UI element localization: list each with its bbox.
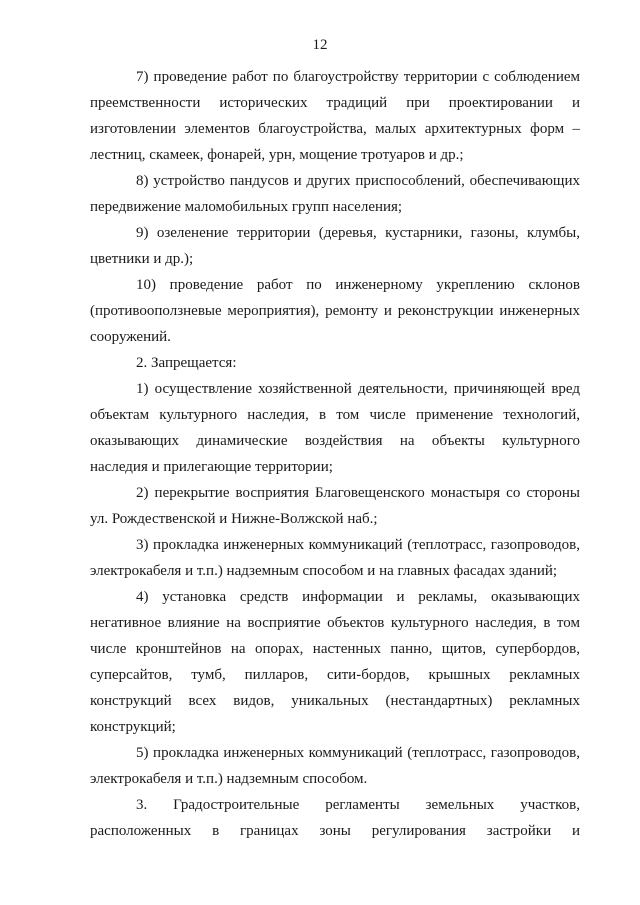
text-line: суперсайтов, тумб, пилларов, сити-бордов, крышных рекламных: [90, 667, 580, 683]
paragraph-prohibited-2: [90, 480, 580, 532]
section-3-paragraph: [90, 792, 580, 844]
text-line: (противооползневые мероприятия), ремонту и реконструкции инженерных: [90, 303, 580, 319]
paragraph-item-8: [90, 168, 580, 220]
text-line: 1) осуществление хозяйственной деятельности, причиняющей вред: [136, 381, 580, 397]
text-line: электрокабеля и т.п.) надземным способом.: [90, 771, 368, 787]
text-line: 3) прокладка инженерных коммуникаций (теплотрасс, газопроводов,: [136, 537, 580, 553]
paragraph-prohibited-3: [90, 532, 580, 584]
text-line: сооружений.: [90, 329, 171, 345]
text-line: конструкций;: [90, 719, 176, 735]
text-line: 9) озеленение территории (деревья, кустарники, газоны, клумбы,: [136, 225, 580, 241]
paragraph-item-9: [90, 220, 580, 272]
text-line: 3. Градостроительные регламенты земельных участков,: [136, 797, 580, 813]
paragraph-prohibited-5: [90, 740, 580, 792]
page-number: 12: [312, 37, 328, 53]
paragraph-item-10: [90, 272, 580, 350]
text-line: 2) перекрытие восприятия Благовещенского монастыря со стороны: [136, 485, 580, 501]
document-body: [90, 64, 580, 844]
text-line: передвижение маломобильных групп населения;: [90, 199, 403, 215]
text-line: объектам культурного наследия, в том числе применение технологий,: [90, 407, 580, 423]
text-line: изготовлении элементов благоустройства, малых архитектурных форм –: [90, 121, 580, 137]
paragraph-item-7: [90, 64, 580, 168]
text-line: преемственности исторических традиций при проектировании и: [90, 95, 580, 111]
text-line: 8) устройство пандусов и других приспособлений, обеспечивающих: [136, 173, 580, 189]
text-line: оказывающих динамические воздействия на объекты культурного: [90, 433, 580, 449]
section-2-heading: [90, 350, 580, 376]
text-line: 10) проведение работ по инженерному укреплению склонов: [136, 277, 580, 293]
text-line: расположенных в границах зоны регулирования застройки и: [90, 823, 580, 839]
text-line: электрокабеля и т.п.) надземным способом и на главных фасадах зданий;: [90, 563, 558, 579]
text-line: 4) установка средств информации и рекламы, оказывающих: [136, 589, 580, 605]
text-line: конструкций всех видов, уникальных (нестандартных) рекламных: [90, 693, 580, 709]
text-line: наследия и прилегающие территории;: [90, 459, 333, 475]
text-line: лестниц, скамеек, фонарей, урн, мощение тротуаров и др.;: [90, 147, 464, 163]
text-line: 7) проведение работ по благоустройству территории с соблюдением: [136, 69, 580, 85]
text-line: числе кронштейнов на опорах, настенных панно, щитов, супербордов,: [90, 641, 580, 657]
paragraph-prohibited-4: [90, 584, 580, 740]
text-line: 5) прокладка инженерных коммуникаций (теплотрасс, газопроводов,: [136, 745, 580, 761]
text-line: цветники и др.);: [90, 251, 194, 267]
paragraph-prohibited-1: [90, 376, 580, 480]
text-line: 2. Запрещается:: [136, 355, 237, 371]
text-line: ул. Рождественской и Нижне-Волжской наб.;: [90, 511, 378, 527]
text-line: негативное влияние на восприятие объектов культурного наследия, в том: [90, 615, 580, 631]
